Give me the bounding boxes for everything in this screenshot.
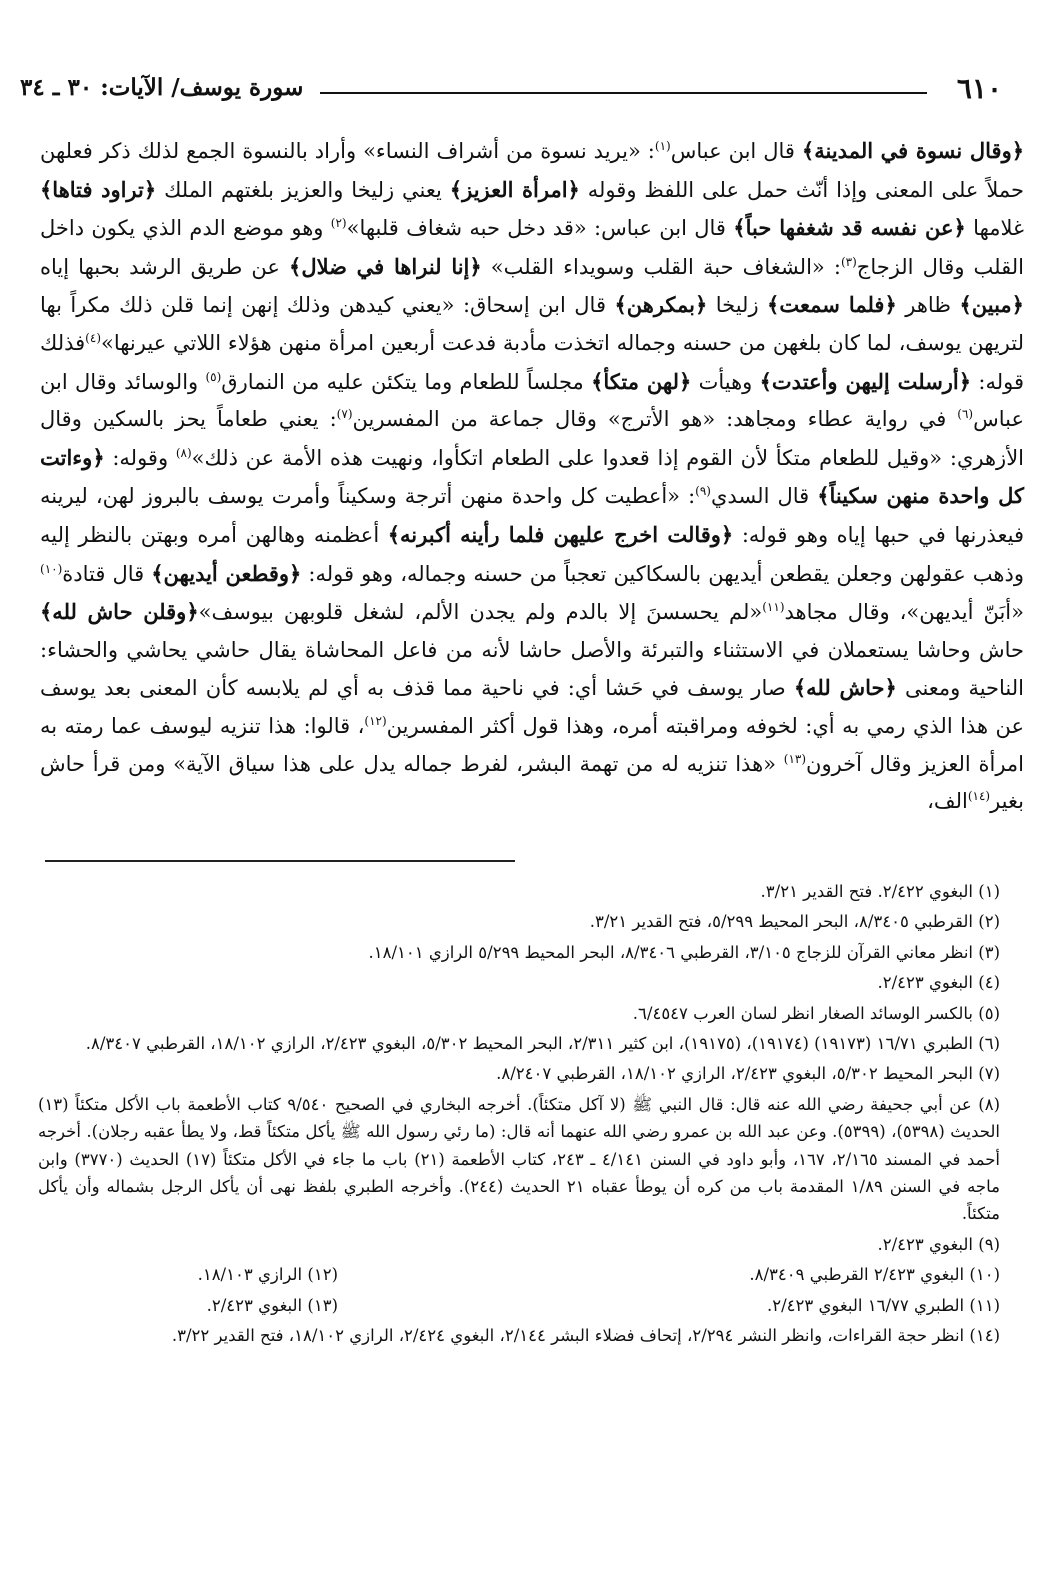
footnote-ref: (٧) bbox=[336, 407, 353, 422]
footnote-13: (١٣) البغوي ٢/٤٢٣. bbox=[206, 1295, 338, 1315]
quran-verse: ﴿وقلن حاش لله﴾ bbox=[40, 599, 199, 625]
commentary-text: وقوله: bbox=[104, 445, 176, 470]
footnote-row bbox=[38, 1261, 1000, 1288]
footnote-ref: (٥) bbox=[205, 369, 222, 384]
quran-verse: ﴿فلما سمعت﴾ bbox=[767, 292, 897, 318]
quran-verse: ﴿امرأة العزيز﴾ bbox=[449, 176, 580, 202]
quran-verse: ﴿وءاتت كل واحدة منهن سكيناً﴾ bbox=[40, 444, 1024, 509]
commentary-text: قال قتادة bbox=[62, 561, 152, 586]
quran-verse: ﴿عن نفسه قد شغفها حباً﴾ bbox=[733, 215, 966, 241]
commentary-text: وهيأت bbox=[691, 369, 760, 394]
commentary-text: «لم يحسسنَ إلا بالدم ولم يجدن الألم، لشغل قلوبهن بيوسف» bbox=[198, 600, 763, 625]
footnote-ref: (١١) bbox=[762, 600, 785, 615]
footnote-separator bbox=[45, 860, 515, 862]
quran-verse: ﴿أرسلت إليهن وأعتدت﴾ bbox=[759, 368, 972, 394]
commentary-text: «أبَنّ أيديهن»، وقال مجاهد bbox=[784, 600, 1024, 625]
footnote-6: (٦) الطبري ١٦/٧١ (١٩١٧٣) (١٩١٧٤)، (١٩١٧٥)، ابن كثير ٢/٣١١، البحر المحيط ٥/٣٠٢، البغوي ٢/٤٢٣، الرازي ١٨/١٠٢، القرطبي ٨/٣٤٠٧. bbox=[85, 1034, 1000, 1054]
footnote-9: (٩) البغوي ٢/٤٢٣. bbox=[877, 1234, 1000, 1254]
quran-verse: ﴿بمكرهن﴾ bbox=[614, 292, 708, 318]
commentary-text: صار يوسف في حَشا أي: في ناحية مما قذف به أي لم يلابسه كأن المعنى بعد يوسف عن هذا الذي رمي به أي: لخوفه ومراقبته أمره، وهذا قول أكثر المفسرين bbox=[40, 676, 1024, 738]
commentary-text: : يعني طعاماً يحز بالسكين وقال الأزهري: «وقيل للطعام متكأ لأن القوم إذا قعدوا على الطعام اتكأوا، ونهيت هذه الأمة عن ذلك» bbox=[40, 407, 1024, 470]
footnote-3: (٣) انظر معاني القرآن للزجاج ٣/١٠٥، القرطبي ٨/٣٤٠٦، البحر المحيط ٥/٢٩٩ الرازي ١٨/١٠١. bbox=[368, 942, 1000, 962]
quran-verse: ﴿حاش لله﴾ bbox=[793, 675, 897, 701]
header-rule bbox=[320, 92, 927, 94]
footnote-ref: (٣) bbox=[840, 254, 857, 269]
commentary-text: زليخا bbox=[707, 293, 768, 318]
commentary-text: قال ابن عباس: «قد دخل حبه شغاف قلبها» bbox=[346, 216, 734, 241]
footnote-1: (١) البغوي ٢/٤٢٢. فتح القدير ٣/٢١. bbox=[760, 882, 1000, 901]
commentary-text: حاش وحاشا يستعملان في الاستثناء والتبرئة والأصل حاشا لأنه من فاعل المحاشاة يقال حاشي يحاشي والحشاء: الناحية ومعنى bbox=[40, 637, 1025, 701]
footnote-ref: (٤) bbox=[85, 330, 101, 345]
footnote-10: (١٠) البغوي ٢/٤٢٣ القرطبي ٨/٣٤٠٩. bbox=[749, 1265, 1000, 1285]
commentary-text: فذلك قوله: bbox=[40, 330, 1024, 394]
footnote-ref: (٢) bbox=[330, 216, 347, 231]
commentary-text: قال ابن إسحاق: «يعني كيدهن وذلك إنهن إنما قلن ذلك مكراً بها لتريهن يوسف، لما كان بلغهن من حسنه وجماله اتخذت مأدبة فدعت أربعين امرأة منهن هؤلاء اللاتي عيرنها» bbox=[40, 293, 1024, 355]
footnote-row bbox=[38, 1292, 1000, 1319]
footnote-5: (٥) بالكسر الوسائد الصغار انظر لسان العرب ٦/٤٥٤٧. bbox=[632, 1003, 1000, 1023]
footnote-ref: (١) bbox=[654, 139, 671, 153]
page-number: ٦١٠ bbox=[956, 72, 1002, 105]
commentary-text: : «يريد نسوة من أشراف النساء» وأراد بالنسوة الجمع لذلك ذكر فعلهن حملاً على المعنى وإذا أنّث حمل على اللفظ وقوله bbox=[40, 139, 1024, 202]
footnote-ref: (١٠) bbox=[40, 561, 63, 576]
commentary-text: «هذا تنزيه له من تهمة البشر، لفرط جماله يدل على هذا سياق الآية» ومن قرأ حاش بغير bbox=[40, 751, 1024, 814]
commentary-text: : «أعطيت كل واحدة منهن أترجة وسكيناً وأمرت يوسف بالبروز لهن، ليرينه فيعذرنها في حبها إياه وهو قوله: bbox=[40, 484, 1024, 547]
footnote-12: (١٢) الرازي ١٨/١٠٣. bbox=[197, 1265, 338, 1285]
quran-verse: ﴿لهن متكأ﴾ bbox=[591, 368, 692, 394]
commentary-text: ، قالوا: هذا تنزيه ليوسف عما رمته به امرأة العزيز وقال آخرون bbox=[40, 713, 1024, 776]
body-paragraph bbox=[40, 132, 1024, 821]
footnote-4: (٤) البغوي ٢/٤٢٣. bbox=[877, 973, 1000, 993]
commentary-text: عن طريق الرشد بحبها إياه bbox=[40, 254, 290, 279]
commentary-text: الف، bbox=[927, 789, 968, 814]
running-title: سورة يوسف/ الآيات: ٣٠ ـ ٣٤ bbox=[20, 74, 304, 101]
quran-verse: ﴿مبين﴾ bbox=[959, 292, 1024, 318]
quran-verse: ﴿وقالت اخرج عليهن فلما رأينه أكبرنه﴾ bbox=[387, 521, 734, 547]
commentary-text: وهو موضع الدم الذي يكون داخل القلب وقال الزجاج bbox=[40, 216, 1024, 279]
footnote-ref: (٨) bbox=[175, 445, 192, 460]
footnote-8: (٨) عن أبي جحيفة رضي الله عنه قال: قال النبي ﷺ (لا آكل متكئاً). أخرجه البخاري في الصحيح ٩/٥٤٠ كتاب الأطعمة باب الأكل متكئاً (١٣) الحديث (٥٣٩٨)، (٥٣٩٩). وعن عبد الله بن عمرو رضي الله عنهما أنه قال: (ما رئي رسول الله ﷺ يأكل متكئاً قط، ولا يطأ عقبه رجلان). أخرجه أحمد في المسند ٢/١٦٥، ١٦٧، وأبو داود في السنن ٤/١٤١ ـ ٢٤٣، كتاب الأطعمة (٢١) باب ما جاء في الأكل متكئاً (١٧) الحديث (٣٧٧٠) وابن ماجه في السنن ١/٨٩ المقدمة باب من كره أن يوطأ عقباه ٢١ الحديث (٢٤٤). وأخرجه الطبري بلفظ نهى أن يأكل الرجل بشماله وأن يأكل متكئاً. bbox=[38, 1094, 1001, 1224]
commentary-text: في رواية عطاء ومجاهد: «هو الأترج» وقال جماعة من المفسرين bbox=[352, 407, 958, 432]
footnotes bbox=[38, 878, 1000, 1353]
commentary-text: ظاهر bbox=[896, 293, 960, 318]
footnote-ref: (٦) bbox=[957, 407, 974, 422]
footnote-11: (١١) الطبري ١٦/٧٧ البغوي ٢/٤٢٣. bbox=[766, 1295, 1000, 1315]
commentary-text: والوسائد وقال ابن عباس bbox=[40, 369, 1025, 432]
commentary-text: يعني زليخا والعزيز بلغتهم الملك bbox=[156, 177, 450, 202]
footnote-ref: (١٢) bbox=[364, 713, 387, 728]
commentary-text: مجلساً للطعام وما يتكئن عليه من النمارق bbox=[221, 369, 592, 394]
footnote-7: (٧) البحر المحيط ٥/٣٠٢، البغوي ٢/٤٢٣، الرازي ١٨/١٠٢، القرطبي ٨/٢٤٠٧. bbox=[496, 1064, 1000, 1084]
commentary-text: غلامها bbox=[965, 216, 1025, 241]
footnote-14: (١٤) انظر حجة القراءات، وانظر النشر ٢/٢٩٤، إتحاف فضلاء البشر ٢/١٤٤، البغوي ٢/٤٢٤، الرازي ١٨/١٠٢، فتح القدير ٣/٢٢. bbox=[171, 1326, 1000, 1346]
footnote-ref: (١٤) bbox=[967, 789, 991, 804]
commentary-text: : «الشغاف حبة القلب وسويداء القلب» bbox=[481, 254, 841, 279]
quran-verse: ﴿تراود فتاها﴾ bbox=[40, 176, 157, 202]
footnote-ref: (١٣) bbox=[783, 751, 807, 766]
page-header bbox=[20, 72, 1002, 112]
footnote-2: (٢) القرطبي ٨/٣٤٠٥، البحر المحيط ٥/٢٩٩، فتح القدير ٣/٢١. bbox=[589, 912, 1000, 932]
commentary-text: أعظمنه وهالهن أمره وبهتن بالنظر إليه وذهب عقولهن وجعلن يقطعن أيديهن بالسكاكين تعجباً من حسنه وجماله، وهو قوله: bbox=[40, 522, 1024, 586]
footnote-ref: (٩) bbox=[695, 484, 711, 499]
quran-verse: ﴿وقال نسوة في المدينة﴾ bbox=[801, 138, 1025, 163]
quran-verse: ﴿إنا لنراها في ضلال﴾ bbox=[289, 253, 482, 279]
commentary-text: قال ابن عباس bbox=[670, 139, 802, 163]
main-text bbox=[40, 132, 1024, 821]
quran-verse: ﴿وقطعن أيديهن﴾ bbox=[151, 560, 302, 586]
commentary-text: قال السدي bbox=[710, 484, 818, 509]
